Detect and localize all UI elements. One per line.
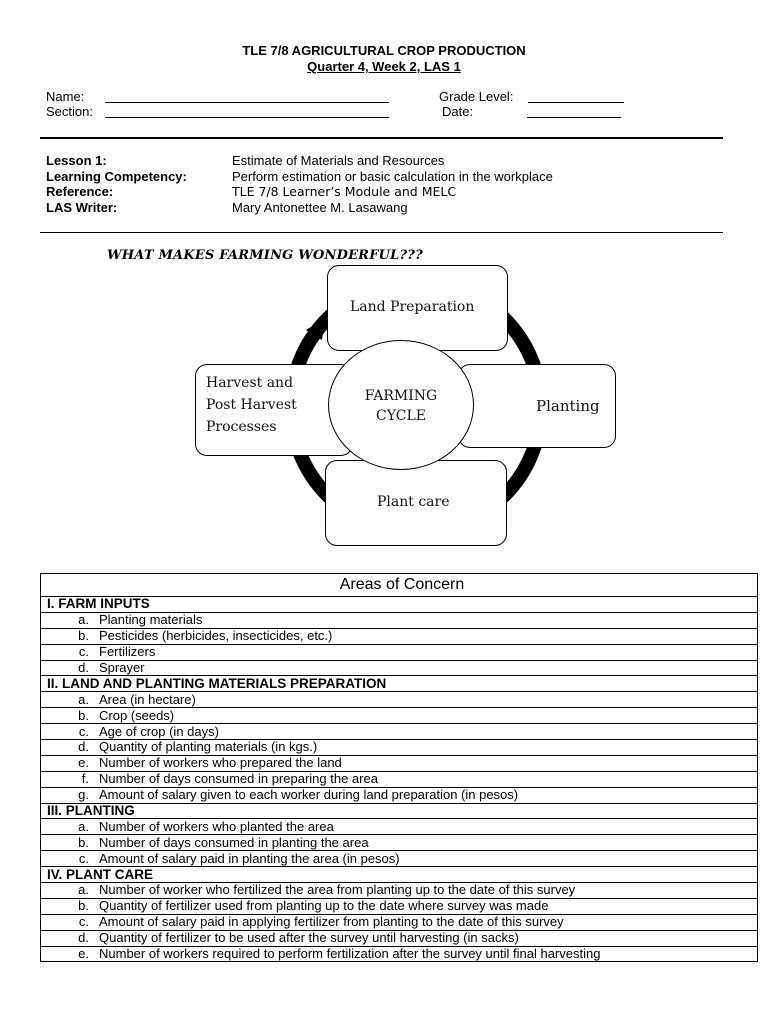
- table-row: [41, 628, 758, 644]
- center-label-line2: CYCLE: [376, 408, 426, 424]
- item-letter: f.: [81, 771, 89, 787]
- item-text: Number of workers required to perform fertilization after the survey until final harvesting: [99, 946, 601, 962]
- land-preparation-label: Land Preparation: [350, 299, 475, 315]
- item-cell: [41, 914, 758, 930]
- table-row: [41, 644, 758, 660]
- item-cell: [41, 883, 758, 899]
- section-title: II. LAND AND PLANTING MATERIALS PREPARATION: [41, 676, 758, 692]
- table-row: [41, 946, 758, 962]
- harvest-label-line1: Harvest and: [206, 375, 294, 391]
- table-row: [41, 835, 758, 851]
- name-label: Name:: [46, 89, 85, 104]
- item-cell: [41, 692, 758, 708]
- item-text: Amount of salary given to each worker during land preparation (in pesos): [99, 787, 519, 803]
- item-letter: b.: [78, 628, 89, 644]
- item-text: Age of crop (in days): [99, 723, 219, 739]
- item-letter: c.: [78, 850, 89, 866]
- section-row: [41, 676, 758, 692]
- section-title: IV. PLANT CARE: [41, 867, 758, 883]
- item-letter: c.: [78, 914, 89, 930]
- date-label: Date:: [442, 104, 474, 119]
- item-letter: c.: [78, 644, 89, 660]
- item-text: Number of worker who fertilized the area from planting up to the date of this survey: [99, 882, 576, 898]
- table-row: [41, 708, 758, 724]
- item-letter: a.: [78, 818, 89, 834]
- table-row: [41, 898, 758, 914]
- competency-label: Learning Competency:: [46, 169, 187, 184]
- item-letter: g.: [78, 787, 89, 803]
- item-cell: [41, 787, 758, 803]
- competency-value: Perform estimation or basic calculation in the workplace: [232, 169, 553, 184]
- item-letter: d.: [78, 660, 89, 675]
- document-title: TLE 7/8 AGRICULTURAL CROP PRODUCTION: [242, 43, 526, 58]
- section-row: [41, 803, 758, 819]
- table-row: [41, 724, 758, 740]
- table-row: [41, 787, 758, 803]
- item-letter: b.: [78, 707, 89, 723]
- item-cell: [41, 851, 758, 867]
- item-letter: e.: [78, 946, 89, 962]
- item-cell: [41, 755, 758, 771]
- item-text: Area (in hectare): [99, 691, 196, 707]
- item-cell: [41, 660, 758, 676]
- plant-care-box: [325, 460, 507, 546]
- item-cell: [41, 644, 758, 660]
- item-text: Quantity of fertilizer to be used after the survey until harvesting (in sacks): [99, 930, 519, 946]
- item-text: Amount of salary paid in applying fertilizer from planting to the date of this survey: [99, 914, 564, 930]
- item-text: Quantity of planting materials (in kgs.): [99, 739, 318, 755]
- planting-box: [458, 364, 616, 448]
- item-letter: b.: [78, 834, 89, 850]
- planting-label: Planting: [536, 397, 600, 415]
- item-text: Sprayer: [99, 660, 145, 675]
- harvest-label-line2: Post Harvest: [206, 397, 297, 413]
- item-letter: a.: [78, 612, 89, 628]
- writer-value: Mary Antonettee M. Lasawang: [232, 200, 408, 215]
- item-text: Crop (seeds): [99, 707, 175, 723]
- farming-cycle-center: [328, 340, 474, 470]
- reference-label: Reference:: [46, 184, 114, 199]
- harvest-label-line3: Processes: [206, 419, 277, 435]
- reference-value: TLE 7/8 Learner’s Module and MELC: [232, 184, 457, 199]
- section-row: [41, 867, 758, 883]
- table-header-row: [41, 574, 758, 597]
- document-subtitle: Quarter 4, Week 2, LAS 1: [307, 59, 461, 74]
- item-letter: a.: [78, 882, 89, 898]
- table-row: [41, 692, 758, 708]
- item-cell: [41, 898, 758, 914]
- diagram-heading: WHAT MAKES FARMING WONDERFUL???: [107, 248, 423, 263]
- item-cell: [41, 628, 758, 644]
- grade-level-label: Grade Level:: [439, 89, 514, 104]
- lesson-value: Estimate of Materials and Resources: [232, 153, 445, 168]
- table-row: [41, 819, 758, 835]
- item-text: Number of workers who prepared the land: [99, 755, 342, 771]
- item-cell: [41, 819, 758, 835]
- writer-label: LAS Writer:: [46, 200, 118, 215]
- center-label-line1: FARMING: [364, 388, 438, 404]
- areas-of-concern-table: [40, 573, 758, 962]
- section-label: Section:: [46, 104, 93, 119]
- item-cell: [41, 740, 758, 756]
- item-cell: [41, 946, 758, 962]
- table-row: [41, 883, 758, 899]
- item-letter: a.: [78, 691, 89, 707]
- item-cell: [41, 771, 758, 787]
- table-row: [41, 660, 758, 676]
- table-row: [41, 930, 758, 946]
- item-letter: c.: [78, 723, 89, 739]
- section-title: III. PLANTING: [41, 803, 758, 819]
- section-title: I. FARM INPUTS: [41, 597, 758, 613]
- table-row: [41, 612, 758, 628]
- item-text: Fertilizers: [99, 644, 156, 660]
- item-letter: b.: [78, 898, 89, 914]
- table-row: [41, 740, 758, 756]
- item-cell: [41, 708, 758, 724]
- item-cell: [41, 835, 758, 851]
- item-letter: d.: [78, 739, 89, 755]
- item-text: Amount of salary paid in planting the area (in pesos): [99, 850, 400, 866]
- item-text: Number of days consumed in planting the area: [99, 834, 369, 850]
- item-letter: e.: [78, 755, 89, 771]
- plant-care-label: Plant care: [377, 494, 450, 510]
- lesson-label: Lesson 1:: [46, 153, 107, 168]
- item-text: Number of days consumed in preparing the area: [99, 771, 378, 787]
- item-cell: [41, 930, 758, 946]
- item-text: Number of workers who planted the area: [99, 818, 334, 834]
- item-cell: [41, 724, 758, 740]
- land-preparation-box: [327, 265, 508, 351]
- item-text: Quantity of fertilizer used from planting up to the date where survey was made: [99, 898, 549, 914]
- section-row: [41, 597, 758, 613]
- table-heading: Areas of Concern: [41, 574, 758, 597]
- table-row: [41, 851, 758, 867]
- item-text: Planting materials: [99, 612, 203, 628]
- table-row: [41, 755, 758, 771]
- item-cell: [41, 612, 758, 628]
- item-letter: d.: [78, 930, 89, 946]
- item-text: Pesticides (herbicides, insecticides, etc.): [99, 628, 333, 644]
- table-row: [41, 914, 758, 930]
- table-row: [41, 771, 758, 787]
